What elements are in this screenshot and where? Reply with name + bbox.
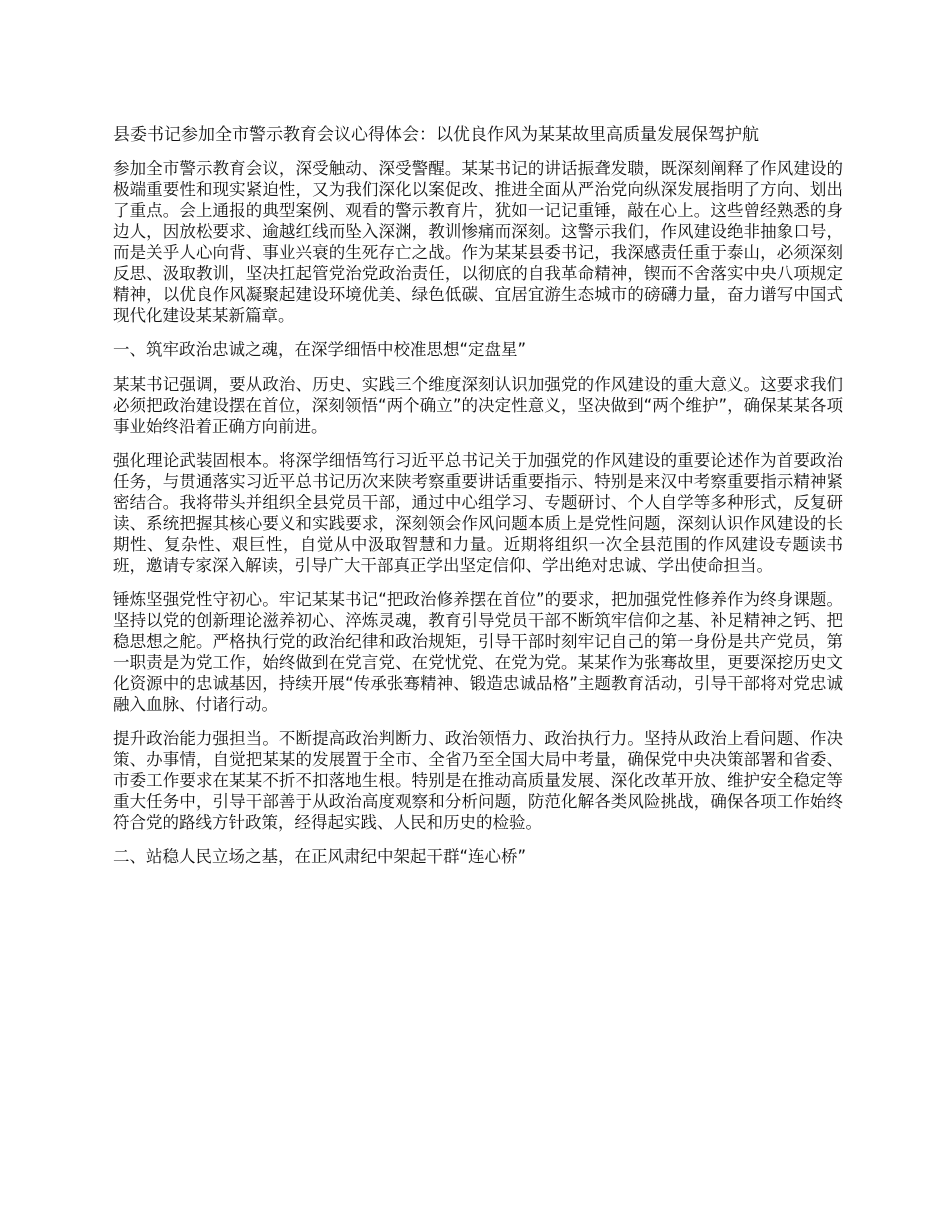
section1-paragraph-4: 提升政治能力强担当。不断提高政治判断力、政治领悟力、政治执行力。坚持从政治上看问题、作决策、办事情，自觉把某某的发展置于全市、全省乃至全国大局中考量，确保党中央决策部署和省委、市委工作要求在某某不折不扣落地生根。特别是在推动高质量发展、深化改革开放、维护安全稳定等重大任务中，引导干部善于从政治高度观察和分析问题，防范化解各类风险挑战，确保各项工作始终符合党的路线方针政策，经得起实践、人民和历史的检验。 [113,729,843,832]
document-title: 县委书记参加全市警示教育会议心得体会：以优良作风为某某故里高质量发展保驾护航 [113,125,759,145]
section-heading-1: 一、筑牢政治忠诚之魂，在深学细悟中校准思想“定盘星” [113,340,527,359]
intro-paragraph: 参加全市警示教育会议，深受触动、深受警醒。某某书记的讲话振聋发聩，既深刻阐释了作风建设的极端重要性和现实紧迫性，又为我们深化以案促改、推进全面从严治党向纵深发展指明了方向、划出了重点。会上通报的典型案例、观看的警示教育片，犹如一记记重锤，敲在心上。这些曾经熟悉的身边人，因放松要求、逾越红线而坠入深渊，教训惨痛而深刻。这警示我们，作风建设绝非抽象口号，而是关乎人心向背、事业兴衰的生死存亡之战。作为某某县委书记，我深感责任重于泰山，必须深刻反思、汲取教训，坚决扛起管党治党政治责任，以彻底的自我革命精神，锲而不舍落实中央八项规定精神，以优良作风凝聚起建设环境优美、绿色低碳、宜居宜游生态城市的磅礴力量，奋力谱写中国式现代化建设某某新篇章。 [113,159,843,325]
section1-paragraph-1: 某某书记强调，要从政治、历史、实践三个维度深刻认识加强党的作风建设的重大意义。这要求我们必须把政治建设摆在首位，深刻领悟“两个确立”的决定性意义，坚决做到“两个维护”，确保某某各项事业始终沿着正确方向前进。 [113,375,843,436]
section1-paragraph-3: 锤炼坚强党性守初心。牢记某某书记“把政治修养摆在首位”的要求，把加强党性修养作为终身课题。坚持以党的创新理论滋养初心、淬炼灵魂，教育引导党员干部不断筑牢信仰之基、补足精神之钙、把稳思想之舵。严格执行党的政治纪律和政治规矩，引导干部时刻牢记自己的第一身份是共产党员，第一职责是为党工作，始终做到在党言党、在党忧党、在党为党。某某作为张骞故里，更要深挖历史文化资源中的忠诚基因，持续开展“传承张骞精神、锻造忠诚品格”主题教育活动，引导干部将对党忠诚融入血脉、付诸行动。 [113,590,843,714]
document-page [113,124,843,881]
section1-paragraph-2: 强化理论武装固根本。将深学细悟笃行习近平总书记关于加强党的作风建设的重要论述作为首要政治任务，与贯通落实习近平总书记历次来陕考察重要讲话重要指示、特别是来汉中考察重要指示精神紧密结合。我将带头并组织全县党员干部，通过中心组学习、专题研讨、个人自学等多种形式，反复研读、系统把握其核心要义和实践要求，深刻领会作风问题本质上是党性问题，深刻认识作风建设的长期性、复杂性、艰巨性，自觉从中汲取智慧和力量。近期将组织一次全县范围的作风建设专题读书班，邀请专家深入解读，引导广大干部真正学出坚定信仰、学出绝对忠诚、学出使命担当。 [113,451,843,575]
section-heading-2: 二、站稳人民立场之基，在正风肃纪中架起干群“连心桥” [113,847,527,866]
